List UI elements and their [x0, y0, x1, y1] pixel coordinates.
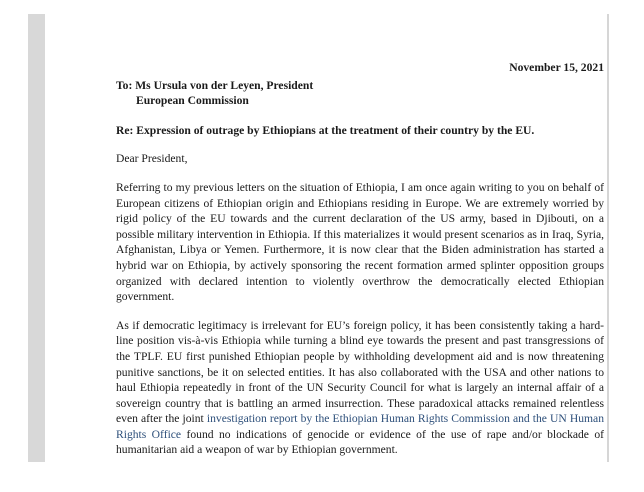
recipient-organization: European Commission: [136, 94, 249, 108]
investigation-report-link[interactable]: investigation report by the Ethiopian Human Rights Commission and the UN Human Rights Office: [116, 412, 604, 441]
paragraph-1: Referring to my previous letters on the situation of Ethiopia, I am once again writing to you on behalf of European citizens of Ethiopian origin and Ethiopians residing in Europe. We are extremely worried by rigid policy of the EU towards and the current declaration of the US army, based in Djibouti, on a possible military intervention in Ethiopia. If this materializes it would present scenarios as in Iraq, Syria, Afghanistan, Libya or Yemen. Furthermore, it is now clear that the Biden administration has started a hybrid war on Ethiopia, by actively sponsoring the recent formation armed splinter opposition groups organized with declared intention to violently overthrow the democratically elected Ethiopian government.: [116, 180, 604, 304]
letter-date: November 15, 2021: [509, 61, 604, 74]
paragraph-2-text: As if democratic legitimacy is irrelevant for EU’s foreign policy, it has been consistently taking a hard-line position vis-à-vis Ethiopia while turning a blind eye towards the present and past transgressions of the TPLF. EU first punished Ethiopian people by withholding development aid and is now threatening punitive sanctions, be it on selected entities. It has also collaborated with the USA and other nations to haul Ethiopia repeatedly in front of the UN Security Council for what is largely an internal affair of a sovereign country that is battling an armed insurrection. These paradoxical attacks remained relentless even after the joint: [116, 318, 604, 426]
paragraph-2-end: found no indications of genocide or evidence of the use of rape and/or blockade of humanitarian aid a weapon of war by Ethiopian government.: [116, 427, 605, 457]
letter-body: [116, 60, 604, 458]
document-page: [45, 14, 607, 462]
page-left-margin-bar: [28, 14, 45, 462]
recipient-line: To: Ms Ursula von der Leyen, President: [116, 78, 314, 92]
page-right-edge: [607, 14, 609, 462]
letter-subject: Re: Expression of outrage by Ethiopians at the treatment of their country by the EU.: [116, 123, 535, 137]
paragraph-2: [116, 318, 604, 458]
salutation: Dear President,: [116, 152, 188, 166]
